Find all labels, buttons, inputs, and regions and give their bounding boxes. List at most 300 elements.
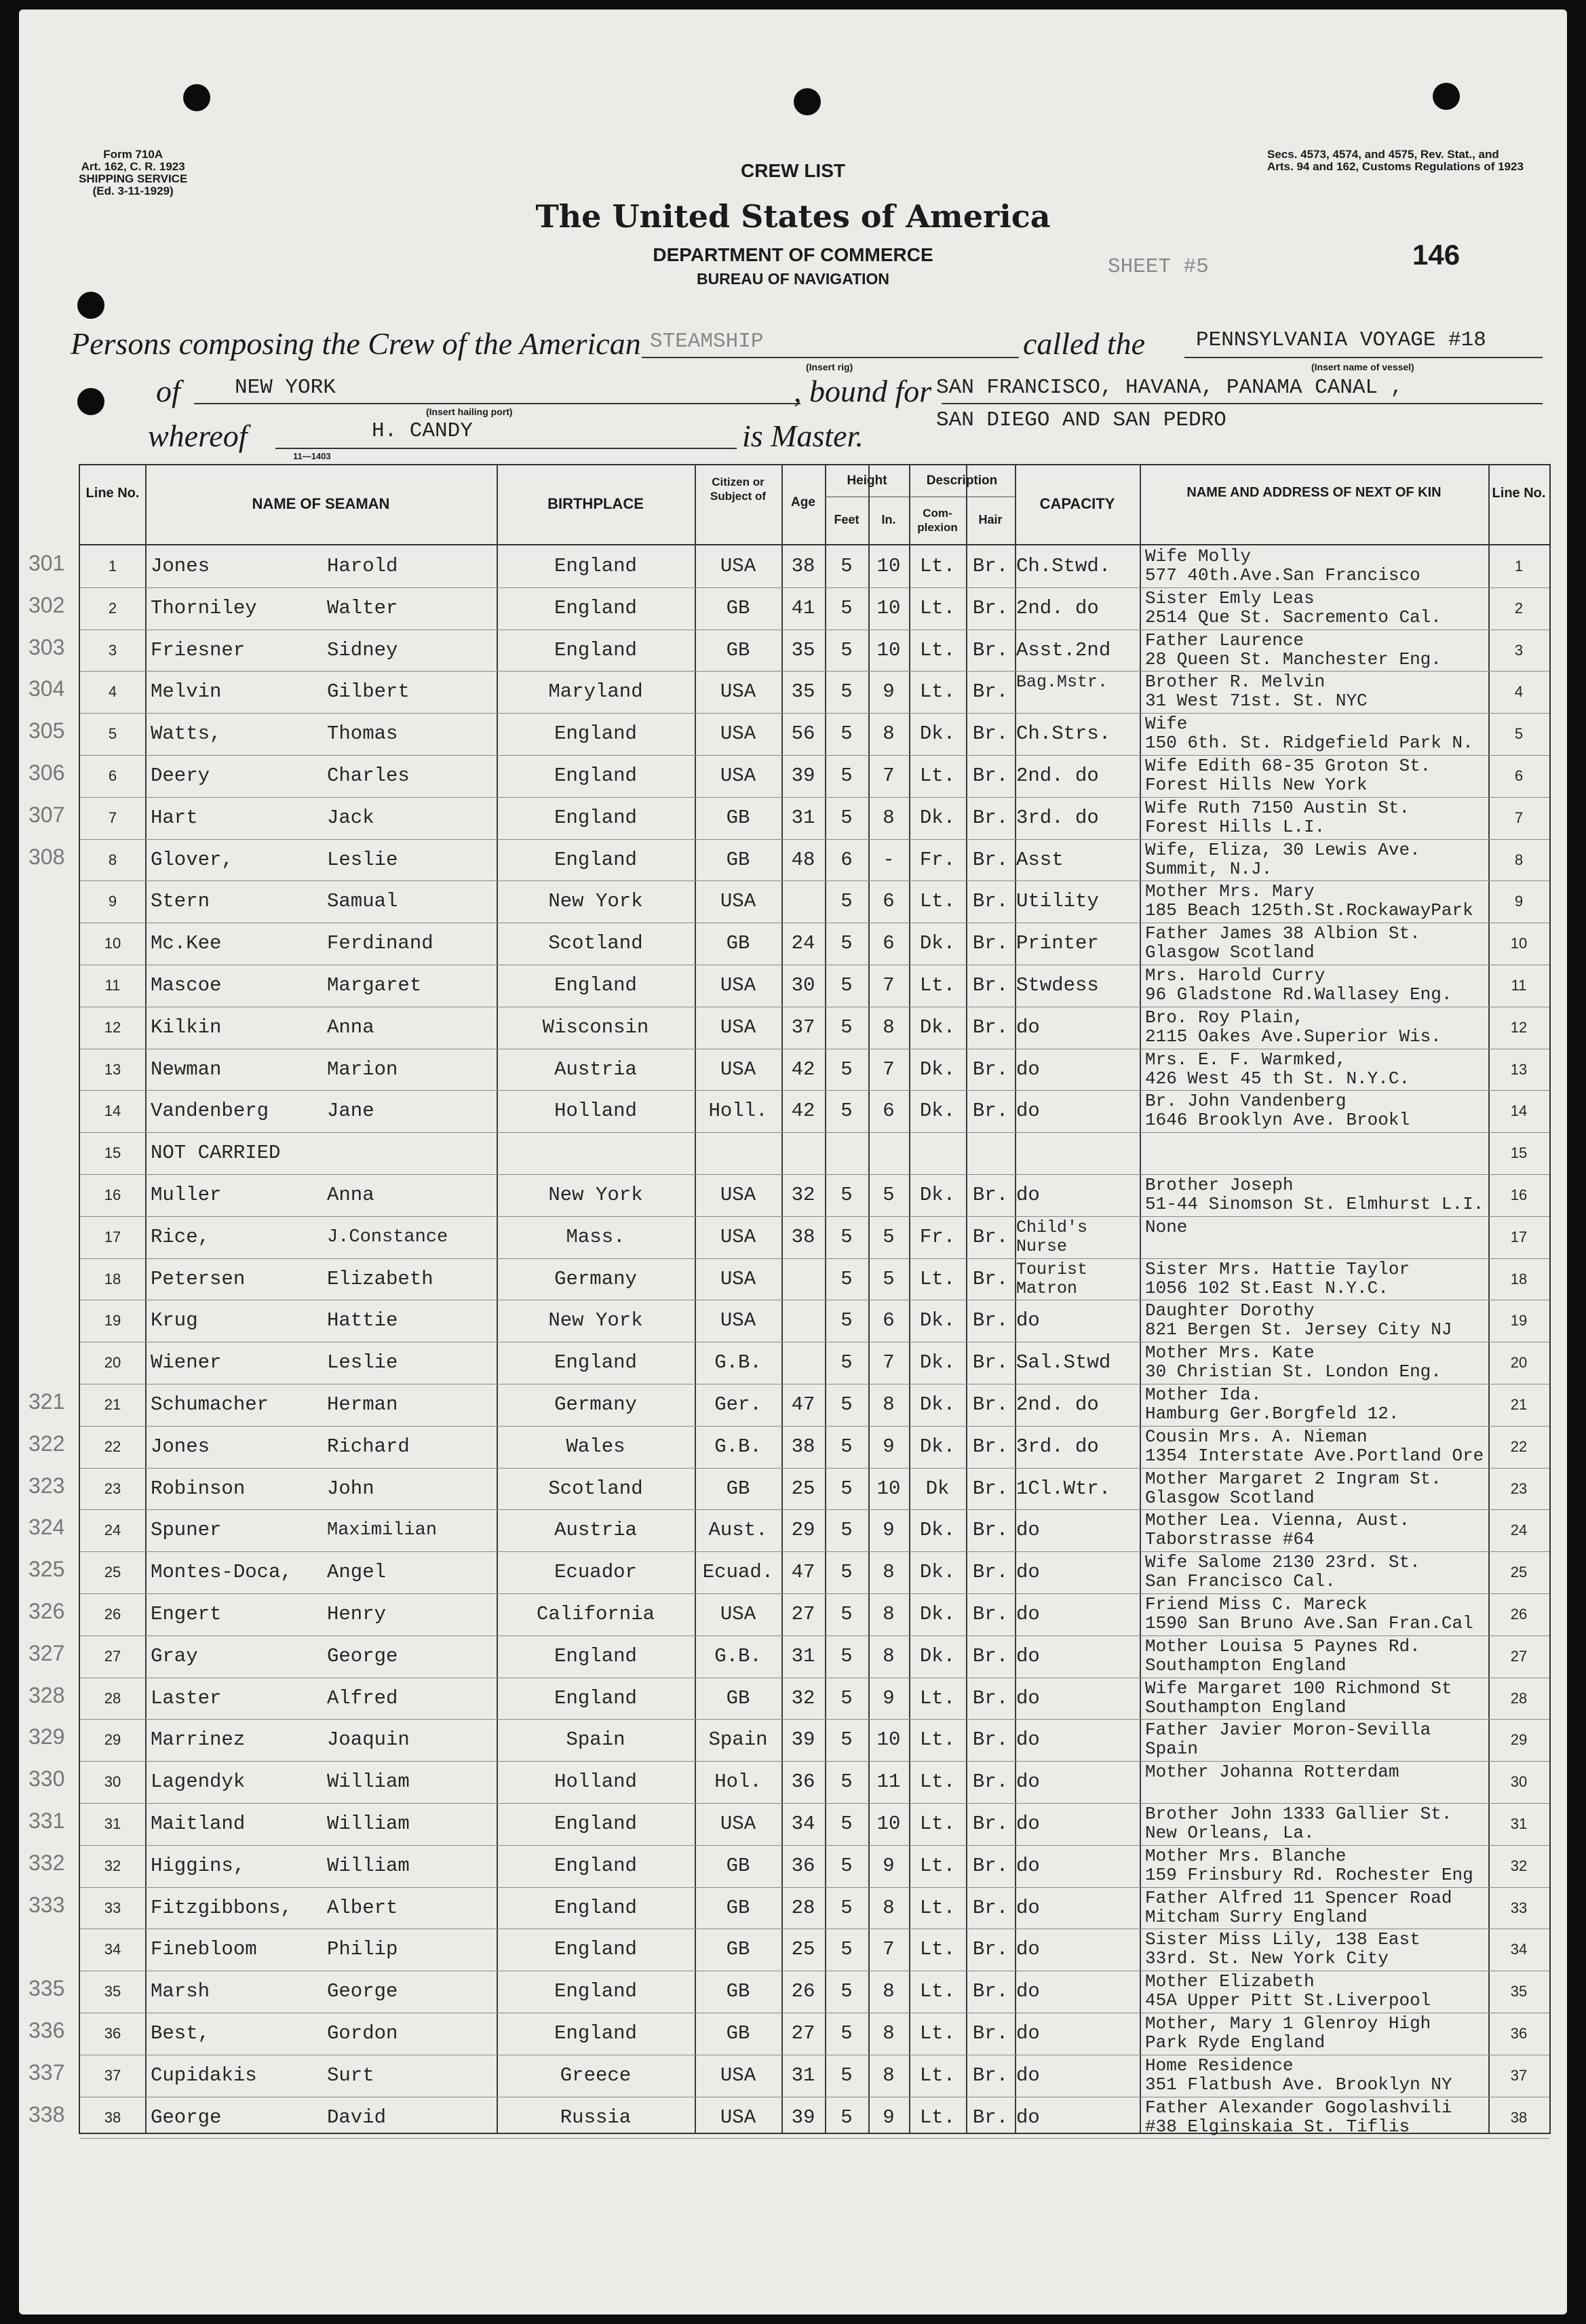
line-number: 16 <box>104 1186 121 1203</box>
hair: Br. <box>972 2064 1009 2087</box>
hair: Br. <box>972 1603 1009 1625</box>
line-number: 5 <box>108 725 117 743</box>
margin-number: 322 <box>28 1431 65 1456</box>
complexion: Lt. <box>919 2022 956 2045</box>
seaman-last-name: George <box>151 2106 222 2129</box>
birthplace: England <box>554 1813 637 1835</box>
kin-address: 1354 Interstate Ave.Portland Ore <box>1145 1445 1484 1465</box>
line-number-right: 37 <box>1510 2066 1528 2084</box>
height-feet: 5 <box>840 890 853 913</box>
complexion: Fr. <box>919 848 956 871</box>
seaman-last-name: Higgins, <box>151 1854 246 1877</box>
height-inches: 8 <box>883 1561 895 1584</box>
citizenship: USA <box>720 1603 756 1625</box>
complexion: Dk. <box>919 1351 956 1374</box>
height-inches: 9 <box>883 1686 895 1709</box>
seaman-first-name: William <box>327 1854 410 1877</box>
age: 47 <box>791 1393 815 1416</box>
kin-name: Bro. Roy Plain, <box>1145 1007 1304 1028</box>
next-of-kin <box>1145 1930 1488 1968</box>
line-number-right: 27 <box>1510 1647 1528 1665</box>
form-article: Art. 162, C. R. 1923 <box>81 160 185 173</box>
punch-hole <box>1433 83 1460 110</box>
margin-number: 301 <box>28 551 65 575</box>
punch-hole <box>77 292 104 319</box>
kin-address: 30 Christian St. London Eng. <box>1145 1361 1442 1382</box>
seaman-first-name: John <box>327 1477 374 1500</box>
kin-address: 185 Beach 125th.St.RockawayPark <box>1145 900 1473 921</box>
capacity: do <box>1016 1854 1040 1877</box>
complexion: Dk. <box>919 1435 956 1458</box>
line-number: 26 <box>104 1606 121 1623</box>
age <box>781 1344 825 1382</box>
kin-name: Sister Miss Lily, 138 East <box>1145 1930 1420 1950</box>
line-number: 24 <box>104 1522 121 1539</box>
citizenship: Holl. <box>708 1100 768 1123</box>
next-of-kin <box>1145 1679 1488 1717</box>
seaman-last-name: Marsh <box>151 1980 210 2003</box>
line-number-right: 11 <box>1511 977 1527 994</box>
capacity: Stwdess <box>1016 974 1099 996</box>
complexion: Lt. <box>919 1854 956 1877</box>
birthplace: Wisconsin <box>542 1015 649 1039</box>
next-of-kin <box>1145 547 1488 585</box>
margin-number: 338 <box>28 2102 65 2127</box>
complexion: Lt. <box>919 1813 956 1835</box>
height-inches: 5 <box>883 1184 895 1206</box>
height-feet: 5 <box>840 806 853 829</box>
line-number: 30 <box>104 1773 121 1791</box>
hair: Br. <box>972 1351 1009 1374</box>
seaman-last-name: Jones <box>151 1435 210 1458</box>
age: 42 <box>791 1100 815 1123</box>
next-of-kin <box>1145 1385 1488 1423</box>
line-number-right: 29 <box>1510 1731 1528 1749</box>
height-inches: 8 <box>883 1896 895 1919</box>
page-number: 146 <box>1412 239 1461 271</box>
capacity: do <box>1016 1015 1040 1039</box>
seaman-last-name: Mascoe <box>151 974 222 996</box>
kin-name: Home Residence <box>1145 2055 1294 2076</box>
next-of-kin <box>1145 966 1488 1004</box>
height-inches: 10 <box>876 555 901 577</box>
capacity: Asst <box>1016 848 1064 871</box>
hair: Br. <box>972 1770 1009 1794</box>
next-of-kin <box>1145 1218 1488 1256</box>
kin-address: Park Ryde England <box>1145 2032 1326 2052</box>
kin-name: Mother Lea. Vienna, Aust. <box>1145 1511 1410 1531</box>
age: 26 <box>791 1980 815 2003</box>
height-feet: 5 <box>840 1435 853 1458</box>
height-inches: 7 <box>883 1351 895 1374</box>
seaman-last-name: Montes-Doca, <box>151 1561 292 1584</box>
capacity: 2nd. do <box>1016 596 1099 619</box>
col-description: Description <box>926 473 998 488</box>
line-number-right: 16 <box>1510 1186 1528 1203</box>
next-of-kin <box>1145 2056 1488 2094</box>
height-feet: 5 <box>840 1561 853 1584</box>
age: 38 <box>791 555 815 577</box>
height-feet: 5 <box>840 2022 853 2045</box>
hair: Br. <box>972 1309 1009 1332</box>
kin-address: 1056 102 St.East N.Y.C. <box>1145 1277 1389 1298</box>
complexion: Dk. <box>919 1561 956 1584</box>
complexion: Lt. <box>919 680 956 703</box>
citizenship: G.B. <box>714 1644 762 1667</box>
citizenship: GB <box>726 1938 750 1961</box>
age: 38 <box>791 1225 815 1248</box>
citizenship: G.B. <box>714 1435 762 1458</box>
seaman-first-name: William <box>327 1770 410 1794</box>
seaman-last-name: Kilkin <box>151 1015 222 1039</box>
capacity: do <box>1016 1644 1040 1667</box>
of-label: of <box>156 374 180 408</box>
height-feet: 5 <box>840 638 853 661</box>
height-inches: 5 <box>883 1267 895 1290</box>
line-number: 18 <box>104 1270 121 1287</box>
hair: Br. <box>972 680 1009 703</box>
birthplace: Holland <box>554 1100 637 1123</box>
capacity: do <box>1016 1980 1040 2003</box>
birthplace: Greece <box>560 2064 632 2087</box>
capacity: 2nd. do <box>1016 764 1099 787</box>
height-inches: 9 <box>883 2106 895 2129</box>
citizenship <box>695 1134 781 1172</box>
next-of-kin <box>1145 1889 1488 1926</box>
line-number-right: 7 <box>1514 809 1524 826</box>
kin-name: Daughter Dorothy <box>1145 1301 1315 1321</box>
height-feet: 5 <box>840 1351 853 1374</box>
hair: Br. <box>972 1184 1009 1206</box>
line-number: 34 <box>104 1941 121 1958</box>
kin-name: Mrs. Harold Curry <box>1145 966 1326 986</box>
height-inches: 8 <box>883 1015 895 1039</box>
height-inches: 9 <box>883 1854 895 1877</box>
next-of-kin <box>1145 1804 1488 1842</box>
hair: Br. <box>972 1980 1009 2003</box>
next-of-kin <box>1145 714 1488 752</box>
citizenship: GB <box>726 596 750 619</box>
next-of-kin <box>1145 1846 1488 1884</box>
next-of-kin <box>1145 1762 1488 1800</box>
form-edition: (Ed. 3-11-1929) <box>92 185 174 197</box>
destination-line-1: SAN FRANCISCO, HAVANA, PANAMA CANAL , <box>936 376 1404 400</box>
rig-value: STEAMSHIP <box>650 330 764 353</box>
age: 39 <box>791 764 815 787</box>
citizenship: USA <box>720 1058 756 1081</box>
line-number-right: 12 <box>1510 1018 1528 1036</box>
kin-name: Brother John 1333 Gallier St. <box>1145 1804 1452 1824</box>
seaman-first-name: Leslie <box>327 848 398 871</box>
line-number: 36 <box>104 2025 121 2042</box>
kin-address: Hamburg Ger.Borgfeld 12. <box>1145 1403 1399 1423</box>
next-of-kin <box>1145 1091 1488 1129</box>
seaman-first-name: Philip <box>327 1938 398 1961</box>
citizenship: Aust. <box>708 1519 768 1542</box>
kin-address: 821 Bergen St. Jersey City NJ <box>1145 1319 1452 1340</box>
birthplace: England <box>554 1896 637 1919</box>
seaman-last-name: Newman <box>151 1058 222 1081</box>
margin-number: 305 <box>28 718 65 743</box>
kin-address: Mitcham Surry England <box>1145 1906 1368 1926</box>
age: 30 <box>791 974 815 996</box>
line-number-right: 6 <box>1514 767 1524 784</box>
kin-address: Glasgow Scotland <box>1145 1487 1315 1507</box>
complexion: Dk. <box>919 1309 956 1332</box>
kin-name: Sister Mrs. Hattie Taylor <box>1145 1259 1410 1279</box>
seaman-first-name: Gilbert <box>327 680 410 703</box>
citizenship: USA <box>720 1225 756 1248</box>
capacity: do <box>1016 1100 1040 1123</box>
seaman-last-name: Mc.Kee <box>151 932 222 955</box>
kin-name: Father Alfred 11 Spencer Road <box>1145 1888 1452 1908</box>
height-inches: 10 <box>876 1477 901 1500</box>
line-number: 13 <box>104 1060 121 1078</box>
kin-name: Brother Joseph <box>1145 1176 1294 1195</box>
line-number: 21 <box>104 1396 121 1413</box>
complexion: Lt. <box>919 596 956 619</box>
seaman-last-name: Watts, <box>151 722 222 745</box>
capacity: Tourist Matron <box>1016 1259 1088 1298</box>
kin-address: 96 Gladstone Rd.Wallasey Eng. <box>1145 984 1452 1004</box>
line-number-right: 23 <box>1510 1479 1528 1497</box>
capacity: do <box>1016 1603 1040 1625</box>
line-number: 22 <box>104 1437 121 1455</box>
height-inches: 6 <box>883 932 895 955</box>
seaman-first-name: Charles <box>327 764 410 787</box>
birthplace: England <box>554 1938 637 1961</box>
line-number-right: 2 <box>1514 599 1524 617</box>
hair: Br. <box>972 638 1009 661</box>
height-inches: 8 <box>883 1603 895 1625</box>
line-number-right: 38 <box>1510 2108 1528 2126</box>
hair: Br. <box>972 1015 1009 1039</box>
seaman-first-name: Margaret <box>327 974 422 996</box>
citizenship: GB <box>726 932 750 955</box>
complexion: Lt. <box>919 1267 956 1290</box>
seaman-last-name: Stern <box>151 890 210 913</box>
col-line-no: Line No. <box>85 486 140 501</box>
line-number-right: 14 <box>1510 1102 1528 1120</box>
seaman-last-name: Petersen <box>151 1267 246 1290</box>
complexion: Lt. <box>919 1728 956 1751</box>
next-of-kin <box>1145 1972 1488 2010</box>
citizenship: USA <box>720 1813 756 1835</box>
vessel-value: PENNSYLVANIA VOYAGE #18 <box>1196 328 1486 352</box>
birthplace: England <box>554 764 637 787</box>
age: 31 <box>791 806 815 829</box>
kin-name: Wife, Eliza, 30 Lewis Ave. <box>1145 840 1420 860</box>
height-feet: 5 <box>840 1896 853 1919</box>
kin-name: Mother Johanna Rotterdam <box>1145 1762 1399 1783</box>
age: 32 <box>791 1184 815 1206</box>
kin-name: Father Alexander Gogolashvili <box>1145 2097 1452 2118</box>
kin-name: Mother Mrs. Blanche <box>1145 1846 1347 1866</box>
birthplace: England <box>554 848 637 871</box>
seaman-last-name: Glover, <box>151 848 233 871</box>
seaman-last-name: Engert <box>151 1603 222 1625</box>
seaman-last-name: Vandenberg <box>151 1100 269 1123</box>
next-of-kin <box>1145 1720 1488 1758</box>
line-number-right: 31 <box>1510 1815 1528 1832</box>
height-feet: 5 <box>840 1644 853 1667</box>
birthplace: England <box>554 806 637 829</box>
line-number-right: 8 <box>1514 851 1524 868</box>
citizenship: Ger. <box>714 1393 762 1416</box>
master-name: H. CANDY <box>372 419 473 443</box>
birthplace: England <box>554 1644 637 1667</box>
complexion: Dk. <box>919 1519 956 1542</box>
seaman-last-name: Robinson <box>151 1477 246 1500</box>
line-number: 7 <box>108 809 117 826</box>
capacity: do <box>1016 1938 1040 1961</box>
kin-name: Cousin Mrs. A. Nieman <box>1145 1427 1368 1447</box>
kin-address: 351 Flatbush Ave. Brooklyn NY <box>1145 2074 1452 2094</box>
line-number-right: 35 <box>1510 1983 1528 2000</box>
kin-address: San Francisco Cal. <box>1145 1571 1336 1591</box>
col-feet: Feet <box>834 513 859 526</box>
height-feet: 5 <box>840 1015 853 1039</box>
line-number: 15 <box>104 1144 121 1162</box>
kin-name: Wife Ruth 7150 Austin St. <box>1145 798 1410 818</box>
line-number-right: 18 <box>1510 1270 1528 1287</box>
hair: Br. <box>972 1225 1009 1248</box>
line-number: 1 <box>108 558 117 575</box>
height-feet: 5 <box>840 1393 853 1416</box>
capacity: 3rd. do <box>1016 806 1099 829</box>
line-number: 17 <box>104 1228 121 1245</box>
line-number-right: 36 <box>1510 2025 1528 2042</box>
age <box>781 1302 825 1340</box>
hair: Br. <box>972 1896 1009 1919</box>
col-name: NAME OF SEAMAN <box>252 495 390 512</box>
kin-address: 577 40th.Ave.San Francisco <box>1145 565 1420 585</box>
birthplace: Ecuador <box>554 1561 637 1584</box>
height-feet: 5 <box>840 2064 853 2087</box>
line-number-right: 1 <box>1514 558 1524 575</box>
hair: Br. <box>972 1728 1009 1751</box>
seaman-last-name: Gray <box>151 1644 198 1667</box>
hair: Br. <box>972 1477 1009 1500</box>
form-number: Form 710A <box>103 148 163 161</box>
seaman-first-name: Thomas <box>327 722 398 745</box>
capacity <box>1016 1134 1140 1172</box>
kin-name: Br. John Vandenberg <box>1145 1091 1347 1112</box>
line-number-right: 19 <box>1510 1312 1528 1330</box>
form-service: SHIPPING SERVICE <box>79 172 188 185</box>
citizenship: USA <box>720 764 756 787</box>
birthplace: New York <box>548 1184 643 1206</box>
next-of-kin <box>1145 1343 1488 1381</box>
seaman-first-name: Jack <box>327 806 374 829</box>
called-label: called the <box>1023 326 1146 361</box>
hair: Br. <box>972 1686 1009 1709</box>
height-inches: 10 <box>876 1813 901 1835</box>
height-feet: 5 <box>840 2106 853 2129</box>
col-height: Height <box>847 473 887 488</box>
complexion: Lt. <box>919 1938 956 1961</box>
kin-name: Friend Miss C. Mareck <box>1145 1595 1368 1614</box>
birthplace: Wales <box>566 1435 625 1458</box>
seaman-first-name: Henry <box>327 1603 387 1625</box>
height-inches: - <box>883 848 895 871</box>
hair: Br. <box>972 932 1009 955</box>
seaman-first-name: Elizabeth <box>327 1267 433 1290</box>
height-feet: 5 <box>840 1854 853 1877</box>
height-feet: 5 <box>840 1813 853 1835</box>
form-code: 11—1403 <box>293 451 331 461</box>
height-feet: 5 <box>840 1267 853 1290</box>
citizenship: GB <box>726 1896 750 1919</box>
line-number-right: 15 <box>1510 1144 1528 1162</box>
complexion: Lt. <box>919 1770 956 1794</box>
seaman-last-name: Fitzgibbons, <box>151 1896 292 1919</box>
citizenship: GB <box>726 848 750 871</box>
complexion: Dk <box>925 1477 950 1500</box>
capacity: do <box>1016 1728 1040 1751</box>
seaman-last-name: NOT CARRIED <box>151 1142 281 1165</box>
seaman-last-name: Wiener <box>151 1351 222 1374</box>
kin-address: 51-44 Sinomson St. Elmhurst L.I. <box>1145 1194 1484 1214</box>
col-citizen: Citizen or Subject of <box>710 476 767 503</box>
complexion: Dk. <box>919 1393 956 1416</box>
capacity: do <box>1016 2022 1040 2045</box>
kin-name: Wife Edith 68-35 Groton St. <box>1145 756 1431 776</box>
citizenship: GB <box>726 2022 750 2045</box>
next-of-kin <box>1145 1008 1488 1046</box>
capacity: do <box>1016 1309 1040 1332</box>
height-inches: 10 <box>876 1728 901 1751</box>
line-number: 25 <box>104 1564 121 1581</box>
seaman-first-name: Jane <box>327 1100 374 1123</box>
line-number: 12 <box>104 1018 121 1036</box>
line-number: 14 <box>104 1102 121 1120</box>
age: 25 <box>791 1938 815 1961</box>
line-number: 2 <box>108 599 117 617</box>
line-number: 11 <box>104 977 121 994</box>
birthplace: Mass. <box>566 1225 625 1248</box>
hair: Br. <box>972 1854 1009 1877</box>
citizenship: GB <box>726 1686 750 1709</box>
height-feet: 5 <box>840 555 853 577</box>
height-inches: 9 <box>883 680 895 703</box>
hair: Br. <box>972 806 1009 829</box>
height-feet: 5 <box>840 1938 853 1961</box>
seaman-first-name: Leslie <box>327 1351 398 1374</box>
hair: Br. <box>972 848 1009 871</box>
complexion: Lt. <box>919 638 956 661</box>
kin-name: Mother Mrs. Mary <box>1145 882 1315 902</box>
capacity: Sal.Stwd <box>1016 1351 1111 1374</box>
age: 48 <box>791 848 815 871</box>
seaman-last-name: Cupidakis <box>151 2064 257 2087</box>
birthplace: California <box>536 1603 655 1625</box>
margin-number: 302 <box>28 592 65 617</box>
next-of-kin <box>1145 924 1488 962</box>
birthplace: England <box>554 1351 637 1374</box>
kin-address: #38 Elginskaia St. Tiflis <box>1145 2116 1410 2136</box>
next-of-kin <box>1145 1050 1488 1088</box>
birthplace: Scotland <box>548 932 643 955</box>
seaman-first-name: Joaquin <box>327 1728 410 1751</box>
seaman-first-name: Walter <box>327 596 398 619</box>
port-value: NEW YORK <box>235 376 336 400</box>
col-inches: In. <box>881 513 896 526</box>
seaman-first-name: David <box>327 2106 387 2129</box>
margin-number: 336 <box>28 2018 65 2042</box>
statute-line: Arts. 94 and 162, Customs Regulations of 1923 <box>1267 160 1524 173</box>
complexion: Lt. <box>919 2106 956 2129</box>
